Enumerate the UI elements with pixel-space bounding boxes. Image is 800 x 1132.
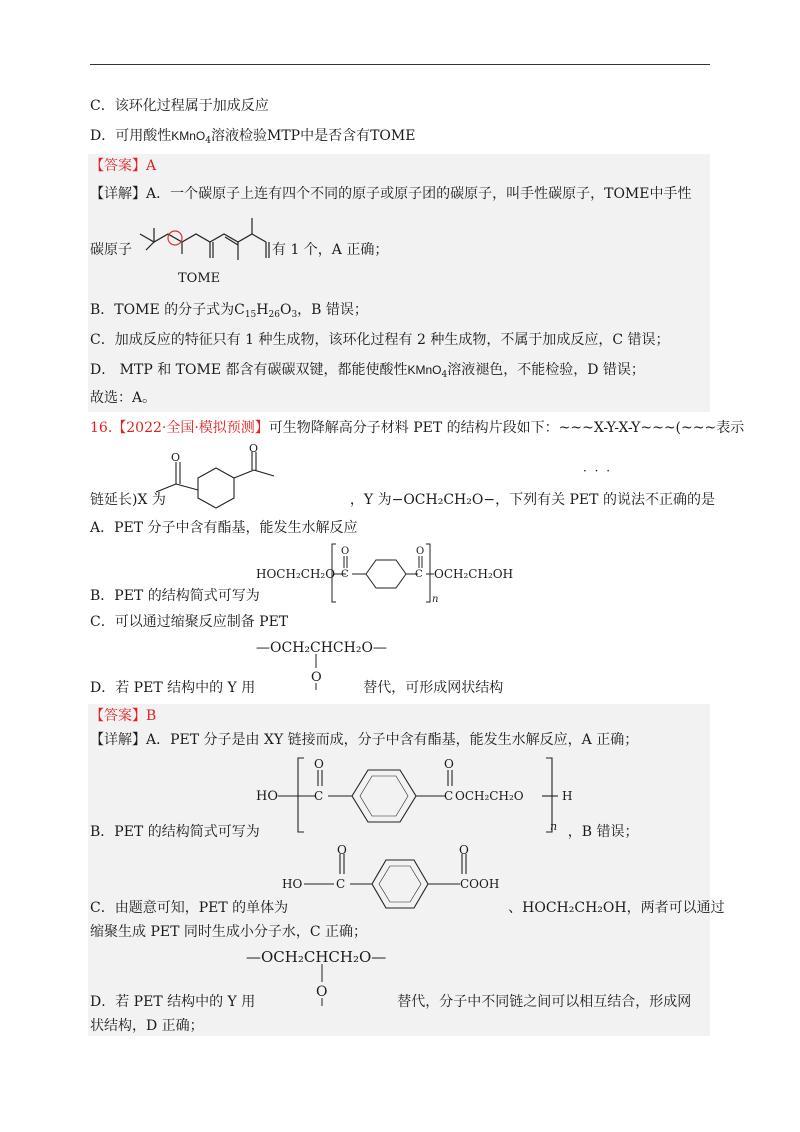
- svg-text:O: O: [337, 843, 347, 857]
- q16-stem-cont: 链延长)X 为 ，Y 为−OCH₂CH₂O−，下列有关 PET 的说法不正确的是: [90, 492, 715, 508]
- svg-text:H: H: [562, 789, 573, 803]
- q16-option-c: C．可以通过缩聚反应制备 PET: [90, 614, 289, 630]
- prev-option-c: C．该环化过程属于加成反应: [90, 98, 269, 114]
- q16-option-d: D．若 PET 结构中的 Y 用 替代，可形成网状结构: [90, 680, 504, 696]
- detail-b-prev: B．TOME 的分子式为$C_{15}H_{26}O_3$，B 错误；: [90, 302, 368, 320]
- detail-c-q16: C．由题意可知，PET 的单体为 、HOCH₂CH₂OH，两者可以通过: [90, 900, 725, 916]
- prev-option-d: D．可用酸性KMnO$_4$溶液检验MTP中是否含有TOME: [90, 128, 416, 146]
- svg-text:C: C: [444, 789, 454, 803]
- svg-text:OCH₂CH₂OH: OCH₂CH₂OH: [434, 567, 514, 581]
- tome-label: TOME: [178, 271, 221, 286]
- svg-text:O: O: [444, 757, 454, 771]
- detail-c-q16-cont: 缩聚生成 PET 同时生成小分子水，C 正确；: [90, 924, 368, 940]
- svg-text:COOH: COOH: [460, 877, 500, 891]
- svg-text:C: C: [341, 569, 349, 580]
- svg-text:OCH₂CH₂O: OCH₂CH₂O: [455, 789, 524, 803]
- svg-text:O: O: [249, 442, 259, 455]
- svg-text:O: O: [316, 984, 328, 1000]
- detail-c-prev: C．加成反应的特征只有 1 种生成物，该环化过程有 2 种生成物，不属于加成反应，C 错误；: [90, 332, 670, 348]
- q16-option-b: B．PET 的结构简式可写为: [90, 588, 260, 604]
- svg-text:O: O: [459, 843, 469, 857]
- svg-text:HO: HO: [282, 877, 303, 891]
- detail-a-cont: 碳原子 有 1 个，A 正确；: [90, 242, 389, 258]
- svg-text:O: O: [416, 546, 425, 557]
- svg-text:O: O: [314, 757, 324, 771]
- svg-text:C: C: [336, 877, 346, 891]
- svg-text:O: O: [311, 670, 322, 685]
- q16-stem: 16.【2022·全国·模拟预测】可生物降解高分子材料 PET 的结构片段如下：~~~X-Y-X-Y~~~(~~~表示: [90, 420, 745, 436]
- header-rule: [90, 64, 710, 65]
- option-b-structure: [256, 542, 526, 606]
- detail-b-q16: B．PET 的结构简式可写为 ，B 错误；: [90, 824, 639, 840]
- svg-text:HO: HO: [256, 789, 278, 804]
- detail-d-q16-cont: 状结构，D 正确；: [90, 1018, 204, 1034]
- detail-d-prev: D． MTP 和 TOME 都含有碳碳双键，都能使酸性KMnO$_4$溶液褪色，不能检验，D 错误；: [90, 362, 645, 380]
- answer-label-q16: 【答案】B: [90, 708, 157, 724]
- svg-text:O: O: [341, 546, 350, 557]
- answer-label-prev: 【答案】A: [90, 158, 157, 174]
- detail-d-q16: D．若 PET 结构中的 Y 用 替代，分子中不同链之间可以相互结合，形成网: [90, 994, 692, 1010]
- svg-text:—OCH₂CHCH₂O—: —OCH₂CHCH₂O—: [246, 948, 387, 966]
- svg-text:C: C: [415, 569, 423, 580]
- svg-text:C: C: [314, 789, 324, 803]
- svg-text:n: n: [550, 820, 558, 833]
- svg-text:HOCH₂CH₂O: HOCH₂CH₂O: [256, 567, 336, 581]
- choose-prev: 故选：A。: [90, 390, 157, 406]
- svg-text:n: n: [432, 594, 439, 605]
- emphasis-dots: · · ·: [583, 464, 613, 478]
- tome-structure: [134, 208, 276, 290]
- detail-a-prev: 【详解】A．一个碳原子上连有四个不同的原子或原子团的碳原子，叫手性碳原子，TOME中手性: [90, 186, 692, 202]
- svg-text:O: O: [171, 451, 181, 464]
- detail-a-q16: 【详解】A．PET 分子是由 XY 链接而成，分子中含有酯基，能发生水解反应，A 正确；: [90, 732, 639, 748]
- q16-option-a: A．PET 分子中含有酯基，能发生水解反应: [90, 520, 358, 536]
- formula: $C_{15}H_{26}O_3$: [234, 302, 298, 320]
- svg-text:—OCH₂CHCH₂O—: —OCH₂CHCH₂O—: [256, 640, 387, 656]
